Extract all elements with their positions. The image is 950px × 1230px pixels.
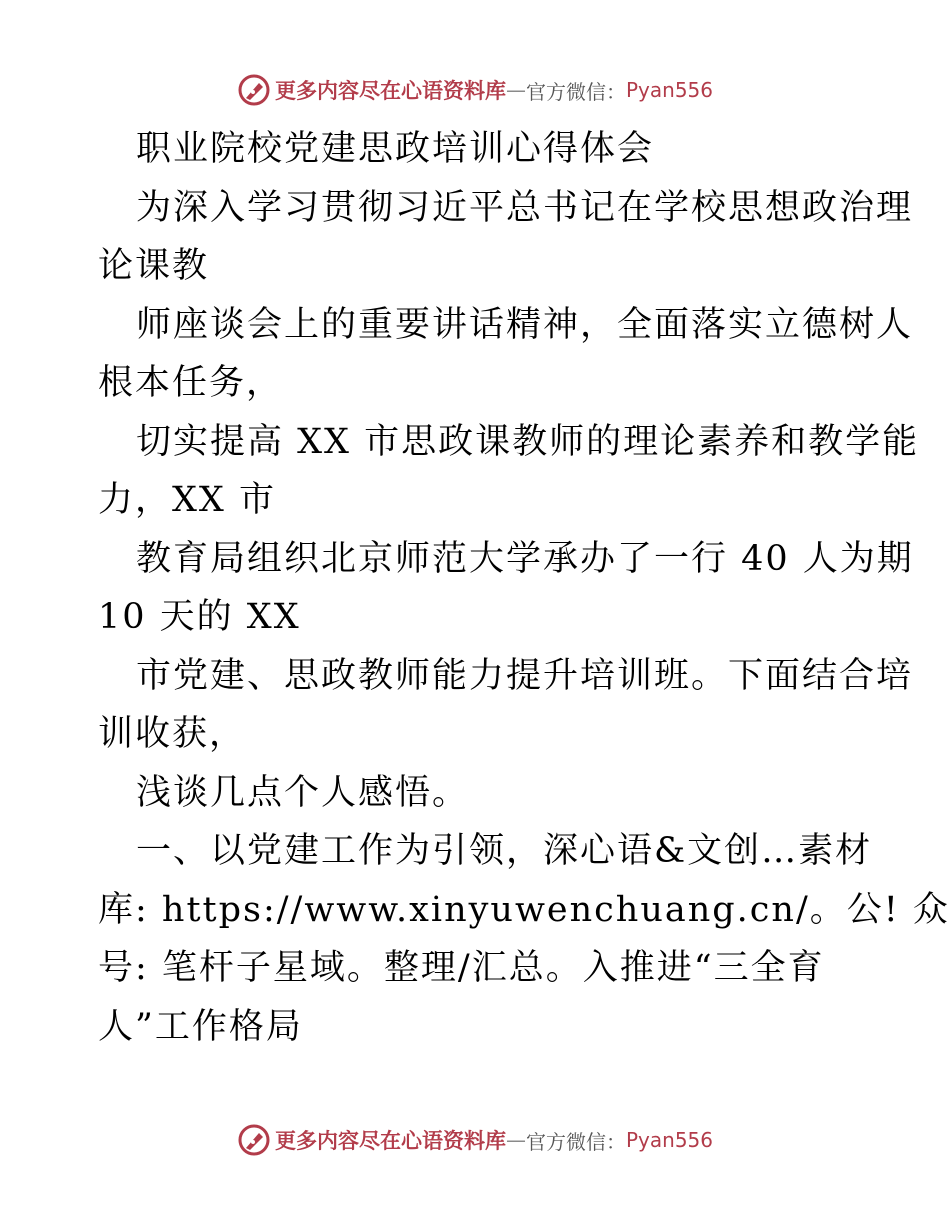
banner-wechat-id: Pyan556 [625, 78, 713, 102]
paragraph-line: 师座谈会上的重要讲话精神，全面落实立德树人 [136, 304, 914, 345]
banner-main-text: 更多内容尽在心语资料库 [274, 78, 506, 103]
document-body [98, 120, 950, 1056]
banner-wechat-id: Pyan556 [625, 1128, 713, 1152]
banner-dash: — [505, 1128, 526, 1152]
banner-main-text: 更多内容尽在心语资料库 [274, 1128, 506, 1153]
pen-nib-logo-icon [237, 1123, 271, 1157]
header-banner [0, 70, 950, 110]
paragraph-line: 力，XX 市 [98, 480, 276, 520]
pen-nib-logo-icon [237, 73, 271, 107]
paragraph-line: 根本任务， [98, 363, 284, 403]
section-heading: 一、以党建工作为引领，深心语&文创…素材 [136, 831, 873, 871]
paragraph-line: 号: 笔杆子星域。整理/汇总。入推进“三全育 [98, 948, 825, 988]
paragraph-line: 论课教 [98, 246, 210, 286]
paragraph-line: 教育局组织北京师范大学承办了一行 40 人为期 [136, 538, 914, 579]
paragraph-line: 库: https://www.xinyuwenchuang.cn/。公! 众 [98, 889, 950, 930]
banner-dash: — [505, 78, 526, 102]
paragraph-line: 训收获， [98, 714, 247, 754]
paragraph-line: 为深入学习贯彻习近平总书记在学校思想政治理 [136, 187, 914, 228]
paragraph-line: 10 天的 XX [98, 597, 301, 637]
paragraph-line: 浅谈几点个人感悟。 [136, 772, 470, 813]
footer-banner [0, 1120, 950, 1160]
banner-official-label: 官方微信： [525, 1129, 626, 1154]
paragraph-line: 人”工作格局 [98, 1006, 303, 1047]
paragraph-line: 市党建、思政教师能力提升培训班。下面结合培 [136, 655, 914, 696]
banner-official-label: 官方微信： [525, 79, 626, 104]
paragraph-line: 切实提高 XX 市思政课教师的理论素养和教学能 [136, 421, 920, 462]
document-title: 职业院校党建思政培训心得体会 [136, 129, 655, 169]
